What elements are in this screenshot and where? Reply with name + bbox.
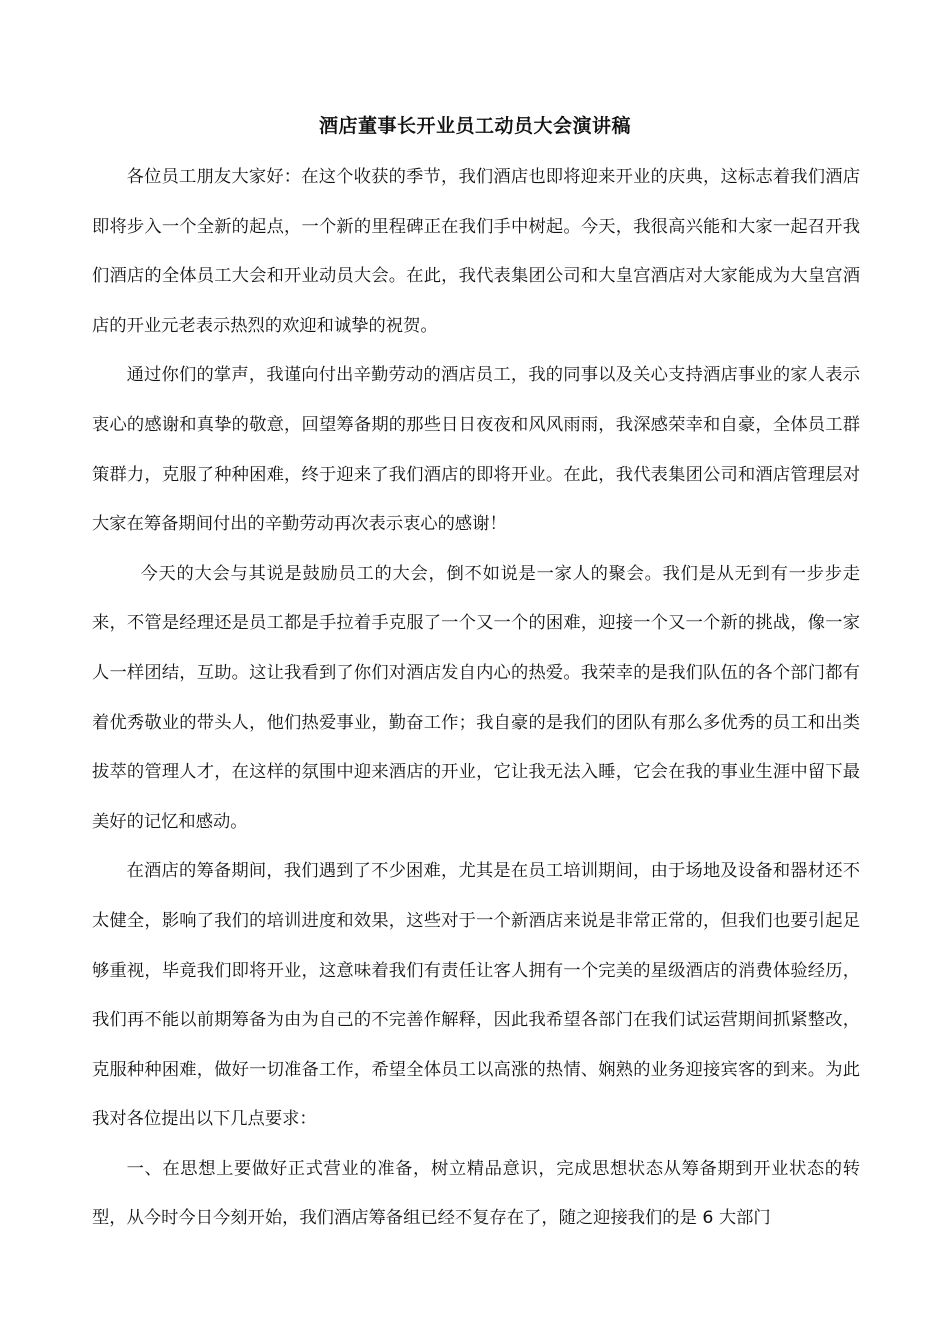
paragraph-requirement-one: 一、在思想上要做好正式营业的准备，树立精品意识，完成思想状态从筹备期到开业状态的转型，从今时今日今刻开始，我们酒店筹备组已经不复存在了，随之迎接我们的是 6 大部门 <box>92 1158 860 1229</box>
document-title: 酒店董事长开业员工动员大会演讲稿 <box>318 115 631 137</box>
document-body <box>92 153 860 1244</box>
paragraph-preparation-period: 在酒店的筹备期间，我们遇到了不少困难，尤其是在员工培训期间，由于场地及设备和器材还不太健全，影响了我们的培训进度和效果，这些对于一个新酒店来说是非常正常的，但我们也要引起足够重视，毕竟我们即将开业，这意味着我们有责任让客人拥有一个完美的星级酒店的消费体验经历，我们再不能以前期筹备为由为自己的不完善作解释，因此我希望各部门在我们试运营期间抓紧整改，克服种种困难，做好一切准备工作，希望全体员工以高涨的热情、娴熟的业务迎接宾客的到来。为此我对各位提出以下几点要求： <box>92 861 860 1130</box>
paragraph-thanks: 通过你们的掌声，我谨向付出辛勤劳动的酒店员工，我的同事以及关心支持酒店事业的家人表示衷心的感谢和真挚的敬意，回望筹备期的那些日日夜夜和风风雨雨，我深感荣幸和自豪，全体员工群策群力，克服了种种困难，终于迎来了我们酒店的即将开业。在此，我代表集团公司和酒店管理层对大家在筹备期间付出的辛勤劳动再次表示衷心的感谢！ <box>92 365 860 535</box>
paragraph-greeting: 各位员工朋友大家好：在这个收获的季节，我们酒店也即将迎来开业的庆典，这标志着我们酒店即将步入一个全新的起点，一个新的里程碑正在我们手中树起。今天，我很高兴能和大家一起召开我们酒店的全体员工大会和开业动员大会。在此，我代表集团公司和大皇宫酒店对大家能成为大皇宫酒店的开业元老表示热烈的欢迎和诚挚的祝贺。 <box>92 167 860 336</box>
paragraph-family-gathering: 今天的大会与其说是鼓励员工的大会，倒不如说是一家人的聚会。我们是从无到有一步步走来，不管是经理还是员工都是手拉着手克服了一个又一个的困难，迎接一个又一个新的挑战，像一家人一样团结，互助。这让我看到了你们对酒店发自内心的热爱。我荣幸的是我们队伍的各个部门都有着优秀敬业的带头人，他们热爱事业，勤奋工作；我自豪的是我们的团队有那么多优秀的员工和出类拔萃的管理人才，在这样的氛围中迎来酒店的开业，它让我无法入睡，它会在我的事业生涯中留下最美好的记忆和感动。 <box>92 563 860 832</box>
